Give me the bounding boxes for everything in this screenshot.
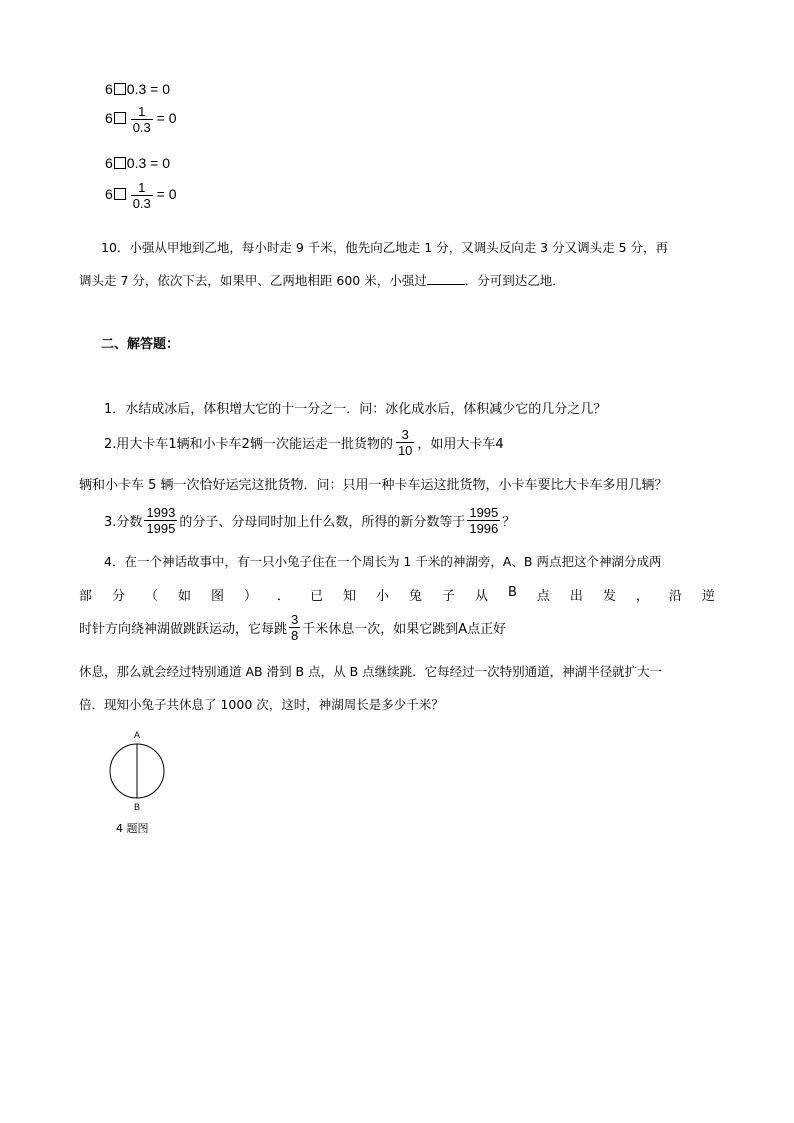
problem-2-line-2: 辆和小卡车 5 辆一次恰好运完这批货物．问：只用一种卡车运这批货物，小卡车要比大卡车多用几辆？ [79, 478, 668, 493]
problem-4-line-5: 倍．现知小兔子共休息了 1000 次，这时，神湖周长是多少千米？ [79, 697, 444, 712]
lake-figure [100, 728, 180, 838]
blank-box [114, 188, 126, 200]
blank-box [114, 83, 126, 95]
word: 发 [602, 589, 616, 604]
word: 子 [442, 589, 456, 604]
section-title: 二、解答题： [101, 337, 180, 352]
word: 已 [310, 589, 324, 604]
problem-4-line-2 [79, 585, 715, 604]
problem-1: 1．水结成冰后，体积增大它的十一分之一．问：冰化成水后，体积减少它的几分之几？ [104, 402, 607, 417]
equation-4: 6 $\frac{1}{0.3}$ = 0 [105, 180, 177, 211]
fraction: $\frac{3}{10}$ [397, 427, 413, 458]
question-10-line-1: 10．小强从甲地到乙地，每小时走 9 千米，他先向乙地走 1 分，又调头反向走 3 分又调头走 5 分，再 [101, 240, 669, 255]
fraction: $\frac{1}{0.3}$ [132, 104, 151, 135]
fraction: $\frac{1993}{1995}$ [146, 505, 176, 536]
point-b-label: B [134, 802, 141, 812]
word: 图 [211, 589, 225, 604]
fraction: $\frac{1}{0.3}$ [132, 180, 151, 211]
word: 逆 [701, 589, 715, 604]
problem-4-line-4: 休息，那么就会经过特别通道 AB 滑到 B 点，从 B 点继续跳．它每经过一次特别通道，神湖半径就扩大一 [79, 664, 663, 679]
circle-diagram [100, 728, 180, 818]
word: 从 [475, 589, 489, 604]
word: ， [635, 589, 649, 604]
word: ． [277, 589, 291, 604]
word: 沿 [668, 589, 682, 604]
word: （ [145, 589, 159, 604]
word: ） [244, 589, 258, 604]
fraction: $\frac{3}{8}$ [291, 612, 299, 643]
blank-box [114, 157, 126, 169]
equation-2: 6 $\frac{1}{0.3}$ = 0 [105, 104, 177, 135]
word: 部 [79, 589, 93, 604]
problem-4-line-3: 时针方向绕神湖做跳跃运动，它每跳 $\frac{3}{8}$ 千米休息一次，如果它跳到A点正好 [79, 612, 507, 643]
word: 兔 [409, 589, 423, 604]
answer-blank [427, 273, 465, 285]
figure-caption: 4 题图 [116, 822, 149, 835]
word: 点 [536, 589, 550, 604]
fraction: $\frac{1995}{1996}$ [469, 505, 499, 536]
problem-2-line-1: 2.用大卡车1辆和小卡车2辆一次能运走一批货物的 $\frac{3}{10}$ ，如用大卡车4 [104, 427, 504, 458]
blank-box [114, 112, 126, 124]
question-10-line-2: 调头走 7 分，依次下去，如果甲、乙两地相距 600 米，小强过 ．分可到达乙地． [79, 273, 565, 288]
equation-3: 6 0.3 = 0 [105, 155, 170, 171]
point-a-label: A [134, 730, 141, 740]
word: 小 [376, 589, 390, 604]
problem-3: 3.分数 $\frac{1993}{1995}$ 的分子、分母同时加上什么数，所得的新分数等于 $\frac{1995}{1996}$ ？ [104, 505, 516, 536]
word: 出 [569, 589, 583, 604]
word: 分 [112, 589, 126, 604]
equation-1: 6 0.3 = 0 [105, 81, 170, 97]
problem-4-line-1: 4．在一个神话故事中，有一只小兔子住在一个周长为 1 千米的神湖旁，A、B 两点把这个神湖分成两 [104, 554, 662, 569]
word: 如 [178, 589, 192, 604]
word: 知 [343, 589, 357, 604]
word: B [508, 585, 517, 600]
